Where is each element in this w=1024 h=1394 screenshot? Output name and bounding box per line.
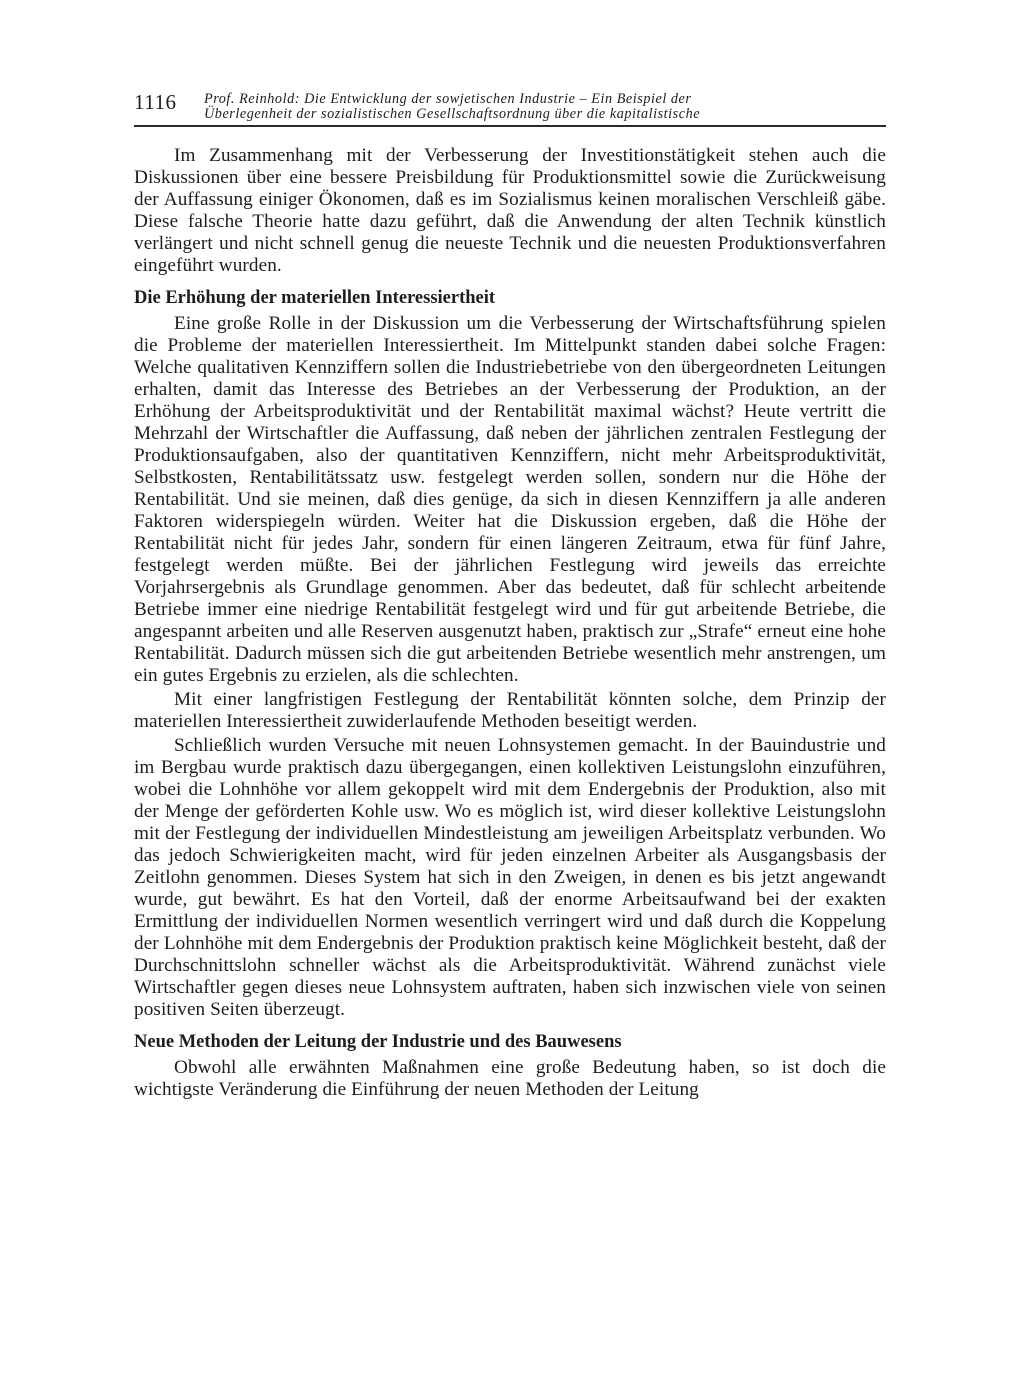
running-head-line-1: Prof. Reinhold: Die Entwicklung der sowjetischen Industrie – Ein Beispiel der [204, 91, 692, 107]
document-page [134, 92, 886, 1101]
paragraph-new-methods: Obwohl alle erwähnten Maßnahmen eine große Bedeutung haben, so ist doch die wichtigste Veränderung die Einführung der neuen Methoden der Leitung [134, 1057, 886, 1100]
section-heading-management: Neue Methoden der Leitung der Industrie und des Bauwesens [134, 1032, 622, 1052]
page-header [134, 92, 886, 127]
page-number: 1116 [134, 90, 177, 114]
running-head-line-2: Überlegenheit der sozialistischen Gesellschaftsordnung über die kapitalistische [204, 106, 701, 122]
paragraph-material-interest: Eine große Rolle in der Diskussion um die Verbesserung der Wirtschaftsführung spielen die Probleme der materiellen Interessiertheit. Im Mittelpunkt standen dabei solche Fragen: Welche qualitativen Kennziffern sollen die Industriebetriebe von den übergeordneten Leitungen erhalten, damit das Interesse des Betriebes an der Verbesserung der Produktion, an der Erhöhung der Arbeitsproduktivität und der Rentabilität maximal wächst? Heute vertritt die Mehrzahl der Wirtschaftler die Auffassung, daß neben der jährlichen zentralen Festlegung der Produktionsaufgaben, also der quantitativen Kennziffern, nicht mehr Arbeitsproduktivität, Selbstkosten, Rentabilitätssatz usw. festgelegt werden sollen, sondern nur die Höhe der Rentabilität. Und sie meinen, daß dies genüge, da sich in diesen Kennziffern ja alle anderen Faktoren widerspiegeln würden. Weiter hat die Diskussion ergeben, daß die Höhe der Rentabilität nicht für jedes Jahr, sondern für einen längeren Zeitraum, etwa für fünf Jahre, festgelegt werden müßte. Bei der jährlichen Festlegung wird jeweils das erreichte Vorjahrsergebnis als Grundlage genommen. Aber das bedeutet, daß für schlecht arbeitende Betriebe immer eine niedrige Rentabilität festgelegt wird und für gut arbeitende Betriebe, die angespannt arbeiten und alle Reserven ausgenutzt haben, praktisch zur „Strafe“ erneut eine hohe Rentabilität. Dadurch müssen sich die gut arbeitenden Betriebe wesentlich mehr anstrengen, um ein gutes Ergebnis zu erzielen, als die schlechten. [134, 313, 886, 686]
paragraph-investment: Im Zusammenhang mit der Verbesserung der Investitionstätigkeit stehen auch die Diskussionen über eine bessere Preisbildung für Produktionsmittel sowie die Zurückweisung der Auffassung einiger Ökonomen, daß es im Sozialismus keinen moralischen Verschleiß gäbe. Diese falsche Theorie hatte dazu geführt, daß die Anwendung der alten Technik künstlich verlängert und nicht schnell genug die neueste Technik und die neuesten Produktionsverfahren eingeführt wurden. [134, 145, 886, 276]
paragraph-long-term-rentability: Mit einer langfristigen Festlegung der Rentabilität könnten solche, dem Prinzip der materiellen Interessiertheit zuwiderlaufende Methoden beseitigt werden. [134, 689, 886, 732]
running-head [204, 92, 886, 122]
paragraph-wage-systems: Schließlich wurden Versuche mit neuen Lohnsystemen gemacht. In der Bauindustrie und im Bergbau wurde praktisch dazu übergegangen, einen kollektiven Leistungslohn einzuführen, wobei die Lohnhöhe vor allem gekoppelt wird mit dem Endergebnis der Produktion, also mit der Menge der geförderten Kohle usw. Wo es möglich ist, wird dieser kollektive Leistungslohn mit der Festlegung der individuellen Mindestleistung am jeweiligen Arbeitsplatz verbunden. Wo das jedoch Schwierigkeiten macht, wird für jeden einzelnen Arbeiter als Ausgangsbasis der Zeitlohn genommen. Dieses System hat sich in den Zweigen, in denen es bis jetzt angewandt wurde, gut bewährt. Es hat den Vorteil, daß der enorme Arbeitsaufwand bei der exakten Ermittlung der individuellen Normen wesentlich verringert wird und daß durch die Koppelung der Lohnhöhe mit dem Endergebnis der Produktion praktisch keine Möglichkeit besteht, daß der Durchschnittslohn schneller wächst als die Arbeitsproduktivität. Während zunächst viele Wirtschaftler gegen dieses neue Lohnsystem auftraten, haben sich inzwischen viele von seinen positiven Seiten überzeugt. [134, 735, 886, 1020]
section-heading-interest: Die Erhöhung der materiellen Interessiertheit [134, 288, 496, 308]
